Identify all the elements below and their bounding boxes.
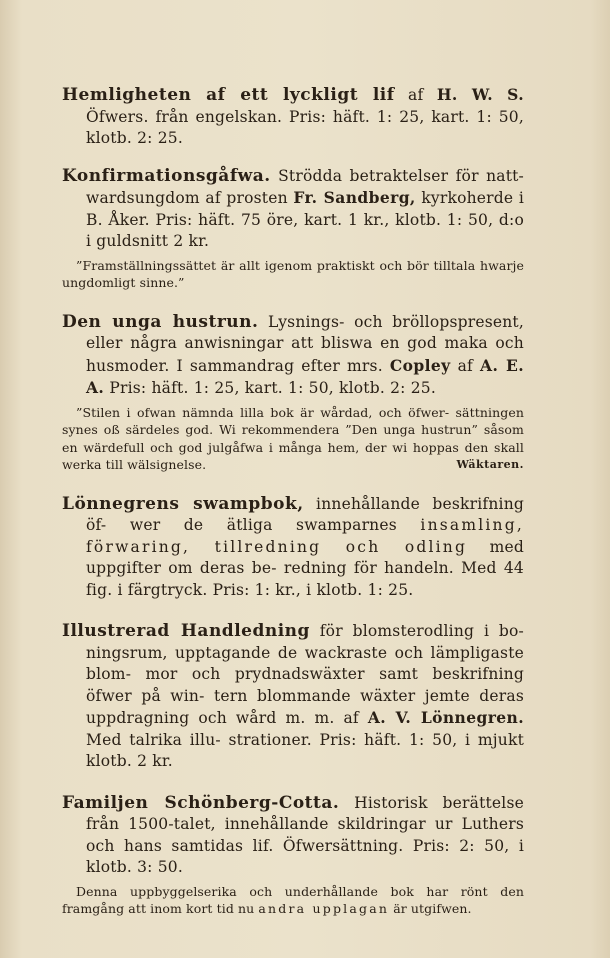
entry-hemligheten: [62, 84, 524, 150]
entry-familjen-schonberg-cotta: [62, 793, 524, 918]
entry-title: Konfirmationsgåfwa.: [62, 165, 271, 186]
entry-den-unga-hustrun: [62, 312, 524, 474]
entry-text: Familjen Schönberg-Cotta. Historisk berättelse från 1500-talet, innehållande skildringar ur Luthers och hans samtidas lif. Öfwersättning. Pris: 2: 50, i klotb. 3: 50.: [62, 792, 524, 876]
entry-title: Illustrerad Handledning: [62, 621, 310, 641]
entry-emphasis: andra upplagan: [258, 901, 390, 916]
entry-author: A. V. Lönnegren.: [367, 708, 524, 727]
entry-author: Fr. Sandberg,: [293, 188, 416, 207]
entry-konfirmationsgafwa: [62, 166, 524, 292]
entry-author: H. W. S.: [436, 85, 524, 104]
entry-text: Lönnegrens swampbok, innehållande beskrifning öf- wer de ätliga swamparnes insamling, förwaring, tillredning och odling med uppgifter om deras be- redning för handeln. Med 44 fig. i färgtryck. Pris: 1: kr., i klotb. 1: 25.: [62, 493, 524, 599]
review-signature: Wäktaren.: [456, 458, 524, 471]
entry-review-quote: ”Framställningssättet är allt igenom praktiskt och bör tilltala hwarje ungdomligt sinne.”: [62, 257, 524, 290]
entry-text: Den unga hustrun. Lysnings- och bröllopspresent, eller några anwisningar att bliswa en god maka och husmoder. I sammandrag efter mrs. Copley af A. E. A. Pris: häft. 1: 25, kart. 1: 50, klotb. 2: 25.: [62, 311, 524, 397]
entry-translator: A. E. A.: [86, 355, 524, 397]
entry-title: Hemligheten af ett lyckligt lif: [62, 85, 395, 105]
entry-review-quote: Denna uppbyggelserika och underhållande bok har rönt den framgång att inom kort tid nu andra upplagan är utgifwen.: [62, 883, 524, 916]
entry-emphasis: insamling, förwaring, tillredning och odling: [86, 516, 524, 556]
entry-title: Lönnegrens swampbok,: [62, 493, 304, 514]
advertisement-list: [62, 84, 524, 938]
entry-text: Illustrerad Handledning för blomsterodling i bo- ningsrum, upptagande de wackraste och lämpligaste blom- mor och prydnadswäxter samt beskrifning öfwer på win- tern blommande wäxter jemte deras uppdragning och wård m. m. af A. V. Lönnegren. Med talrika illu- strationer. Pris: häft. 1: 50, i mjukt klotb. 2 kr.: [62, 621, 524, 770]
entry-review-quote: ”Stilen i ofwan nämnda lilla bok är wårdad, och öfwer- sättningen synes oß särdeles god. Wi rekommendera ”Den unga hustrun” såsom en wärdefull och god julgåfwa i många hem, der wi hoppas den skall werka till wälsignelse. Wäktaren.: [62, 404, 524, 472]
entry-title: Familjen Schönberg-Cotta.: [62, 792, 340, 813]
entry-author: Copley: [389, 355, 451, 375]
entry-text: Hemligheten af ett lyckligt lif af H. W. S. Öfwers. från engelskan. Pris: häft. 1: 25, kart. 1: 50, klotb. 2: 25.: [62, 85, 524, 147]
entry-title: Den unga hustrun.: [62, 311, 259, 332]
entry-illustrerad-handledning: [62, 621, 524, 773]
entry-lonnegrens-swampbok: [62, 494, 524, 602]
entry-text: Konfirmationsgåfwa. Strödda betraktelser för natt- wardsungdom af prosten Fr. Sandberg, kyrkoherde i B. Åker. Pris: häft. 75 öre, kart. 1 kr., klotb. 1: 50, d:o i guldsnitt 2 kr.: [62, 165, 524, 250]
